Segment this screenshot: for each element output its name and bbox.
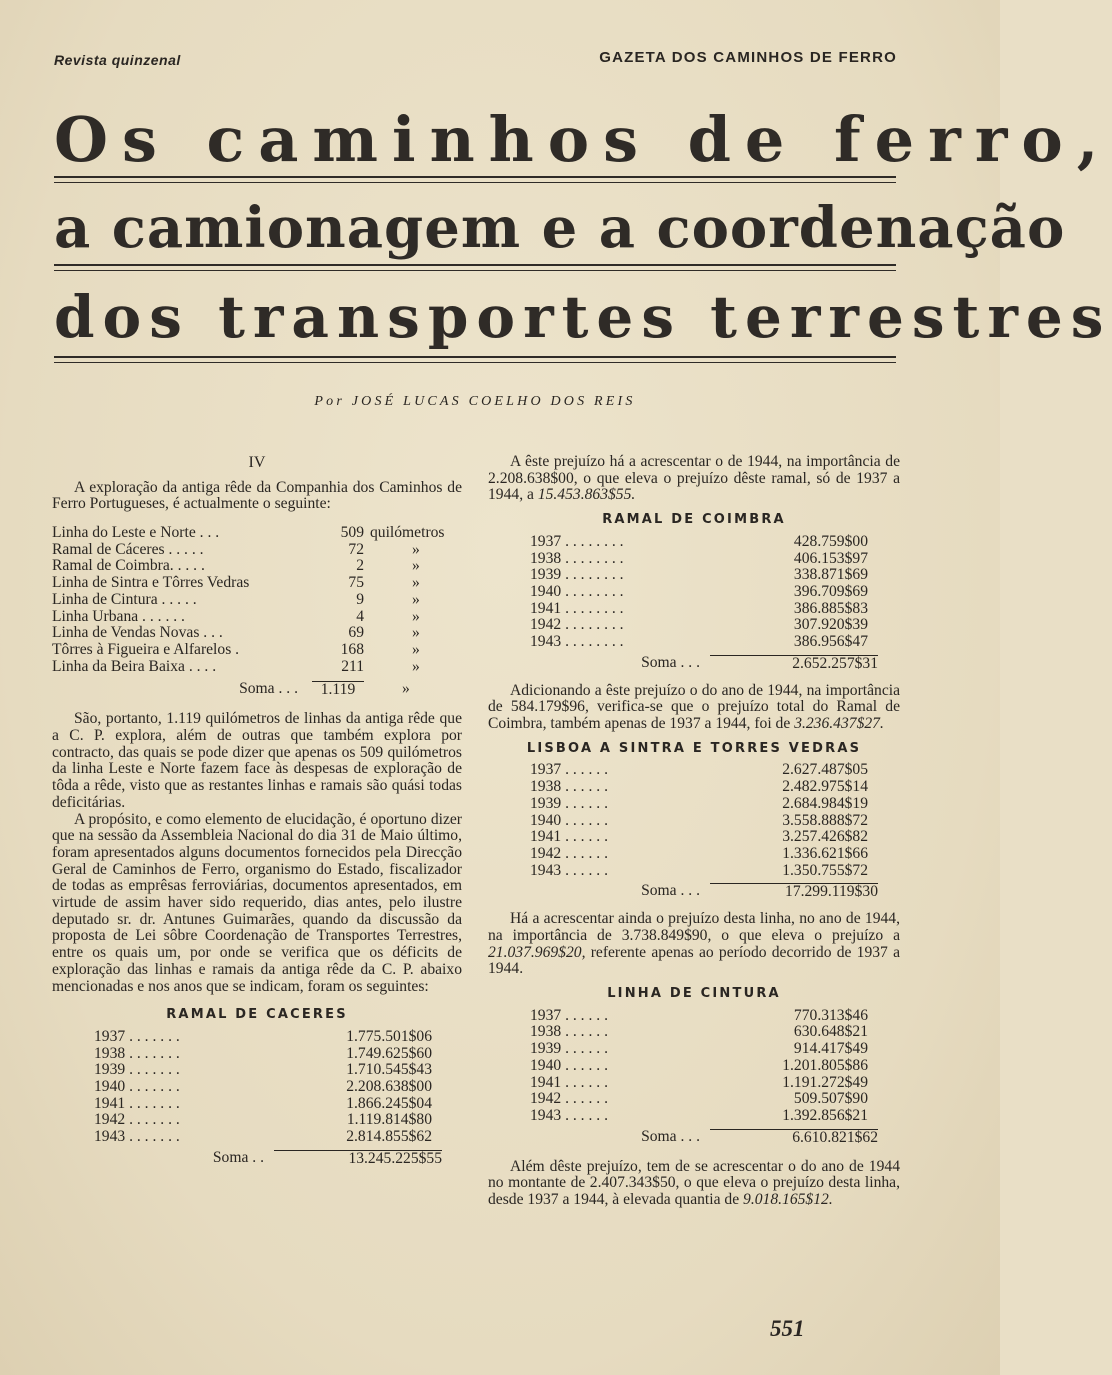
sum-value: 13.245.225$55 [274,1150,442,1172]
table-year: 1939 . . . . . . [530,794,608,812]
table-coimbra [530,534,900,651]
table-row [530,846,900,863]
line-km: 168 [340,640,364,658]
paragraph-text: referente apenas ao período decorrido de 1937 a 1944. [488,943,900,978]
list-item [52,592,462,609]
line-unit: » [412,607,420,625]
lines-list [52,525,462,701]
table-row [530,1058,900,1075]
table-year: 1942 . . . . . . . . [530,616,624,634]
list-item [52,609,462,626]
paragraph: A exploração da antiga rêde da Companhia dos Caminhos de Ferro Portugueses, é actualmente o seguinte: [52,478,462,513]
line-km: 9 [356,590,364,608]
table-value: 386.885$83 [793,599,868,617]
table-year: 1943 . . . . . . . [94,1128,180,1146]
table-value: 2.627.487$05 [782,761,868,779]
table-year: 1940 . . . . . . [530,1056,608,1074]
header-right: GAZETA DOS CAMINHOS DE FERRO [599,49,897,66]
line-unit: quilómetros [370,524,445,542]
table-year: 1937 . . . . . . . . [530,532,624,550]
table-row [530,762,900,779]
table-row [530,534,900,551]
table-sum [94,1150,462,1172]
list-item [52,525,462,542]
paragraph-text: A êste prejuízo há a acrescentar o de 1944, na importância de 2.208.638$00, o que eleva o prejuízo dêste ramal, só de 1937 a 1944, a [488,453,900,504]
line-name: Linha Urbana . . . . . . [52,607,185,625]
table-row [530,567,900,584]
table-row [530,601,900,618]
table-title-coimbra: RAMAL DE COIMBRA [602,512,786,528]
title-line-3: dos transportes terrestres [54,283,1112,351]
line-name: Ramal de Cáceres . . . . . [52,540,204,558]
sum-label: Soma . . [212,1148,264,1166]
title-line-1: Os caminhos de ferro, [54,103,1112,176]
table-row [530,1008,900,1025]
amount: 15.453.863$55. [537,486,636,504]
table-year: 1938 . . . . . . [530,1023,608,1041]
table-sum [530,1129,900,1151]
table-year: 1939 . . . . . . . [94,1061,180,1079]
table-value: 386.956$47 [793,632,868,650]
sum-value: 2.652.257$31 [710,655,878,677]
paragraph-text: Além dêste prejuízo, tem de se acrescentar o do ano de 1944 no montante de 2.407.343$50, o que eleva o prejuízo desta linha, desde 1937 a 1944, à elevada quantia de [488,1157,900,1208]
left-column [52,455,462,1172]
table-row [530,863,900,880]
table-value: 1.866.245$04 [346,1094,432,1112]
line-name: Ramal de Coimbra. . . . . [52,557,205,575]
table-year: 1940 . . . . . . . . [530,582,624,600]
table-value: 1.350.755$72 [782,861,868,879]
amount: 3.236.437$27. [794,715,884,733]
table-year: 1942 . . . . . . [530,844,608,862]
line-name: Tôrres à Figueira e Alfarelos . [52,640,240,658]
paragraph: São, portanto, 1.119 quilómetros de linhas da antiga rêde que a C. P. explora, além de outras que também explora por contracto, das quais se pode dizer que apenas os 509 quilómetros da linha Leste e Norte fazem face às despesas de exploração de tôda a rêde, visto que as restantes linhas e ramais são quási todas deficitárias. [52,710,462,811]
table-value: 1.336.621$66 [782,844,868,862]
sum-unit: » [402,680,410,698]
table-value: 2.482.975$14 [782,778,868,796]
amount: 9.018.165$12. [743,1190,833,1208]
paragraph: A propósito, e como elemento de elucidação, é oportuno dizer que na sessão da Assembleia Nacional do dia 31 de Maio último, foram apresentados alguns documentos fornecidos pela Direcção Geral de Caminhos de Ferro, organismo do Estado, fiscalizador de todas as emprêsas ferroviárias, documentos apresentados, em virtude de assim haver sido requerido, dias antes, pelo ilustre deputado sr. dr. Antunes Guimarães, quando da discussão da proposta de Lei sôbre Coordenação de Transportes Terrestres, entre os quais um, por onde se verifica que os déficits de exploração das linhas e ramais da antiga rêde da C. P. abaixo mencionadas e nos anos que se indicam, foram os seguintes: [52,810,462,995]
table-year: 1938 . . . . . . [530,778,608,796]
table-year: 1943 . . . . . . . . [530,632,624,650]
amount: 21.037.969$20, [488,943,586,961]
table-year: 1939 . . . . . . [530,1040,608,1058]
table-value: 1.191.272$49 [782,1073,868,1091]
line-km: 72 [348,540,364,558]
line-unit: » [412,657,420,675]
line-km: 2 [356,557,364,575]
table-row [530,634,900,651]
table-value: 2.814.855$62 [346,1128,432,1146]
table-year: 1942 . . . . . . [530,1090,608,1108]
sum-label: Soma . . . [641,653,700,671]
table-value: 338.871$69 [793,566,868,584]
table-year: 1939 . . . . . . . . [530,566,624,584]
table-year: 1943 . . . . . . [530,861,608,879]
line-name: Linha de Cintura . . . . . [52,590,197,608]
table-year: 1938 . . . . . . . [94,1044,180,1062]
table-value: 406.153$97 [793,549,868,567]
table-row [530,1075,900,1092]
table-value: 2.208.638$00 [346,1078,432,1096]
table-value: 428.759$00 [793,532,868,550]
section-number: IV [248,454,266,471]
title-rule [54,176,896,178]
sum-value: 6.610.821$62 [710,1129,878,1151]
table-title-cintura: LINHA DE CINTURA [607,986,781,1002]
table-row [530,617,900,634]
sum-value: 1.119 [312,681,364,701]
table-row [94,1029,462,1046]
line-unit: » [412,574,420,592]
byline: Por JOSÉ LUCAS COELHO DOS REIS [314,394,636,409]
table-row [530,829,900,846]
line-unit: » [412,640,420,658]
title-rule [54,270,896,271]
title-rule [54,182,896,183]
table-title-caceres: RAMAL DE CACERES [166,1007,348,1023]
table-row [530,1041,900,1058]
table-row [94,1046,462,1063]
table-row [530,584,900,601]
table-value: 1.201.805$86 [782,1056,868,1074]
title-rule [54,264,896,266]
line-km: 509 [340,524,364,542]
table-value: 3.257.426$82 [782,828,868,846]
table-row [94,1096,462,1113]
table-row [530,1108,900,1125]
table-year: 1940 . . . . . . . [94,1078,180,1096]
table-row [94,1112,462,1129]
table-value: 1.392.856$21 [782,1106,868,1124]
table-row [94,1062,462,1079]
paragraph [488,454,900,504]
table-year: 1937 . . . . . . . [94,1027,180,1045]
table-row [530,813,900,830]
sum-value: 17.299.119$30 [710,883,878,905]
right-column [488,454,900,1209]
line-unit: » [412,590,420,608]
table-sum [530,655,900,677]
line-name: Linha de Sintra e Tôrres Vedras [52,574,250,592]
paragraph [488,683,900,733]
table-value: 1.119.814$80 [346,1111,432,1129]
table-value: 1.749.625$60 [346,1044,432,1062]
table-row [530,779,900,796]
list-item [52,642,462,659]
line-km: 69 [348,624,364,642]
table-year: 1941 . . . . . . . . [530,599,624,617]
table-year: 1938 . . . . . . . . [530,549,624,567]
table-year: 1937 . . . . . . [530,1006,608,1024]
table-row [94,1129,462,1146]
table-value: 307.920$39 [793,616,868,634]
title-rule [54,356,896,358]
line-name: Linha de Vendas Novas . . . [52,624,223,642]
list-item [52,542,462,559]
line-unit: » [412,624,420,642]
sum-label: Soma . . . [641,882,700,900]
list-item [52,659,462,676]
line-km: 75 [348,574,364,592]
sum-label: Soma . . . [239,680,298,698]
page-number: 551 [770,1316,805,1341]
table-year: 1941 . . . . . . [530,1073,608,1091]
list-sum [52,681,462,701]
paragraph [488,1159,900,1209]
list-item [52,575,462,592]
table-row [530,1091,900,1108]
list-item [52,558,462,575]
list-item [52,625,462,642]
title-line-2: a camionagem e a coordenação [54,195,1066,261]
line-unit: » [412,557,420,575]
line-unit: » [412,540,420,558]
line-km: 4 [356,607,364,625]
table-title-sintra: LISBOA A SINTRA E TORRES VEDRAS [526,740,862,756]
paragraph [488,911,900,978]
paragraph-text: Há a acrescentar ainda o prejuízo desta linha, no ano de 1944, na importância de 3.738.849$90, o que eleva o prejuízo a [488,910,900,944]
paragraph-text: Adicionando a êste prejuízo o do ano de 1944, na importância de 584.179$96, verifica-se que o prejuízo total do Ramal de Coimbra, também apenas de 1937 a 1944, foi de [488,681,900,733]
line-km: 211 [341,657,364,675]
table-row [530,551,900,568]
table-sum [530,883,900,905]
header-left: Revista quinzenal [54,52,181,68]
title-rule [54,362,896,363]
table-year: 1940 . . . . . . [530,811,608,829]
table-value: 3.558.888$72 [782,811,868,829]
table-value: 1.775.501$06 [346,1027,432,1045]
table-value: 1.710.545$43 [346,1061,432,1079]
table-year: 1941 . . . . . . [530,828,608,846]
table-value: 2.684.984$19 [782,794,868,812]
table-year: 1941 . . . . . . . [94,1094,180,1112]
line-name: Linha do Leste e Norte . . . [52,524,220,542]
table-year: 1937 . . . . . . [530,761,608,779]
table-row [94,1079,462,1096]
table-value: 509.507$90 [793,1090,868,1108]
table-value: 630.648$21 [793,1023,868,1041]
table-row [530,796,900,813]
sum-label: Soma . . . [641,1127,700,1145]
table-year: 1942 . . . . . . . [94,1111,180,1129]
table-sintra [530,762,900,879]
table-cintura [530,1008,900,1125]
table-value: 396.709$69 [793,582,868,600]
line-name: Linha da Beira Baixa . . . . [52,657,217,675]
table-year: 1943 . . . . . . [530,1106,608,1124]
table-value: 770.313$46 [793,1006,868,1024]
table-value: 914.417$49 [793,1040,868,1058]
table-row [530,1024,900,1041]
table-caceres [94,1029,462,1146]
